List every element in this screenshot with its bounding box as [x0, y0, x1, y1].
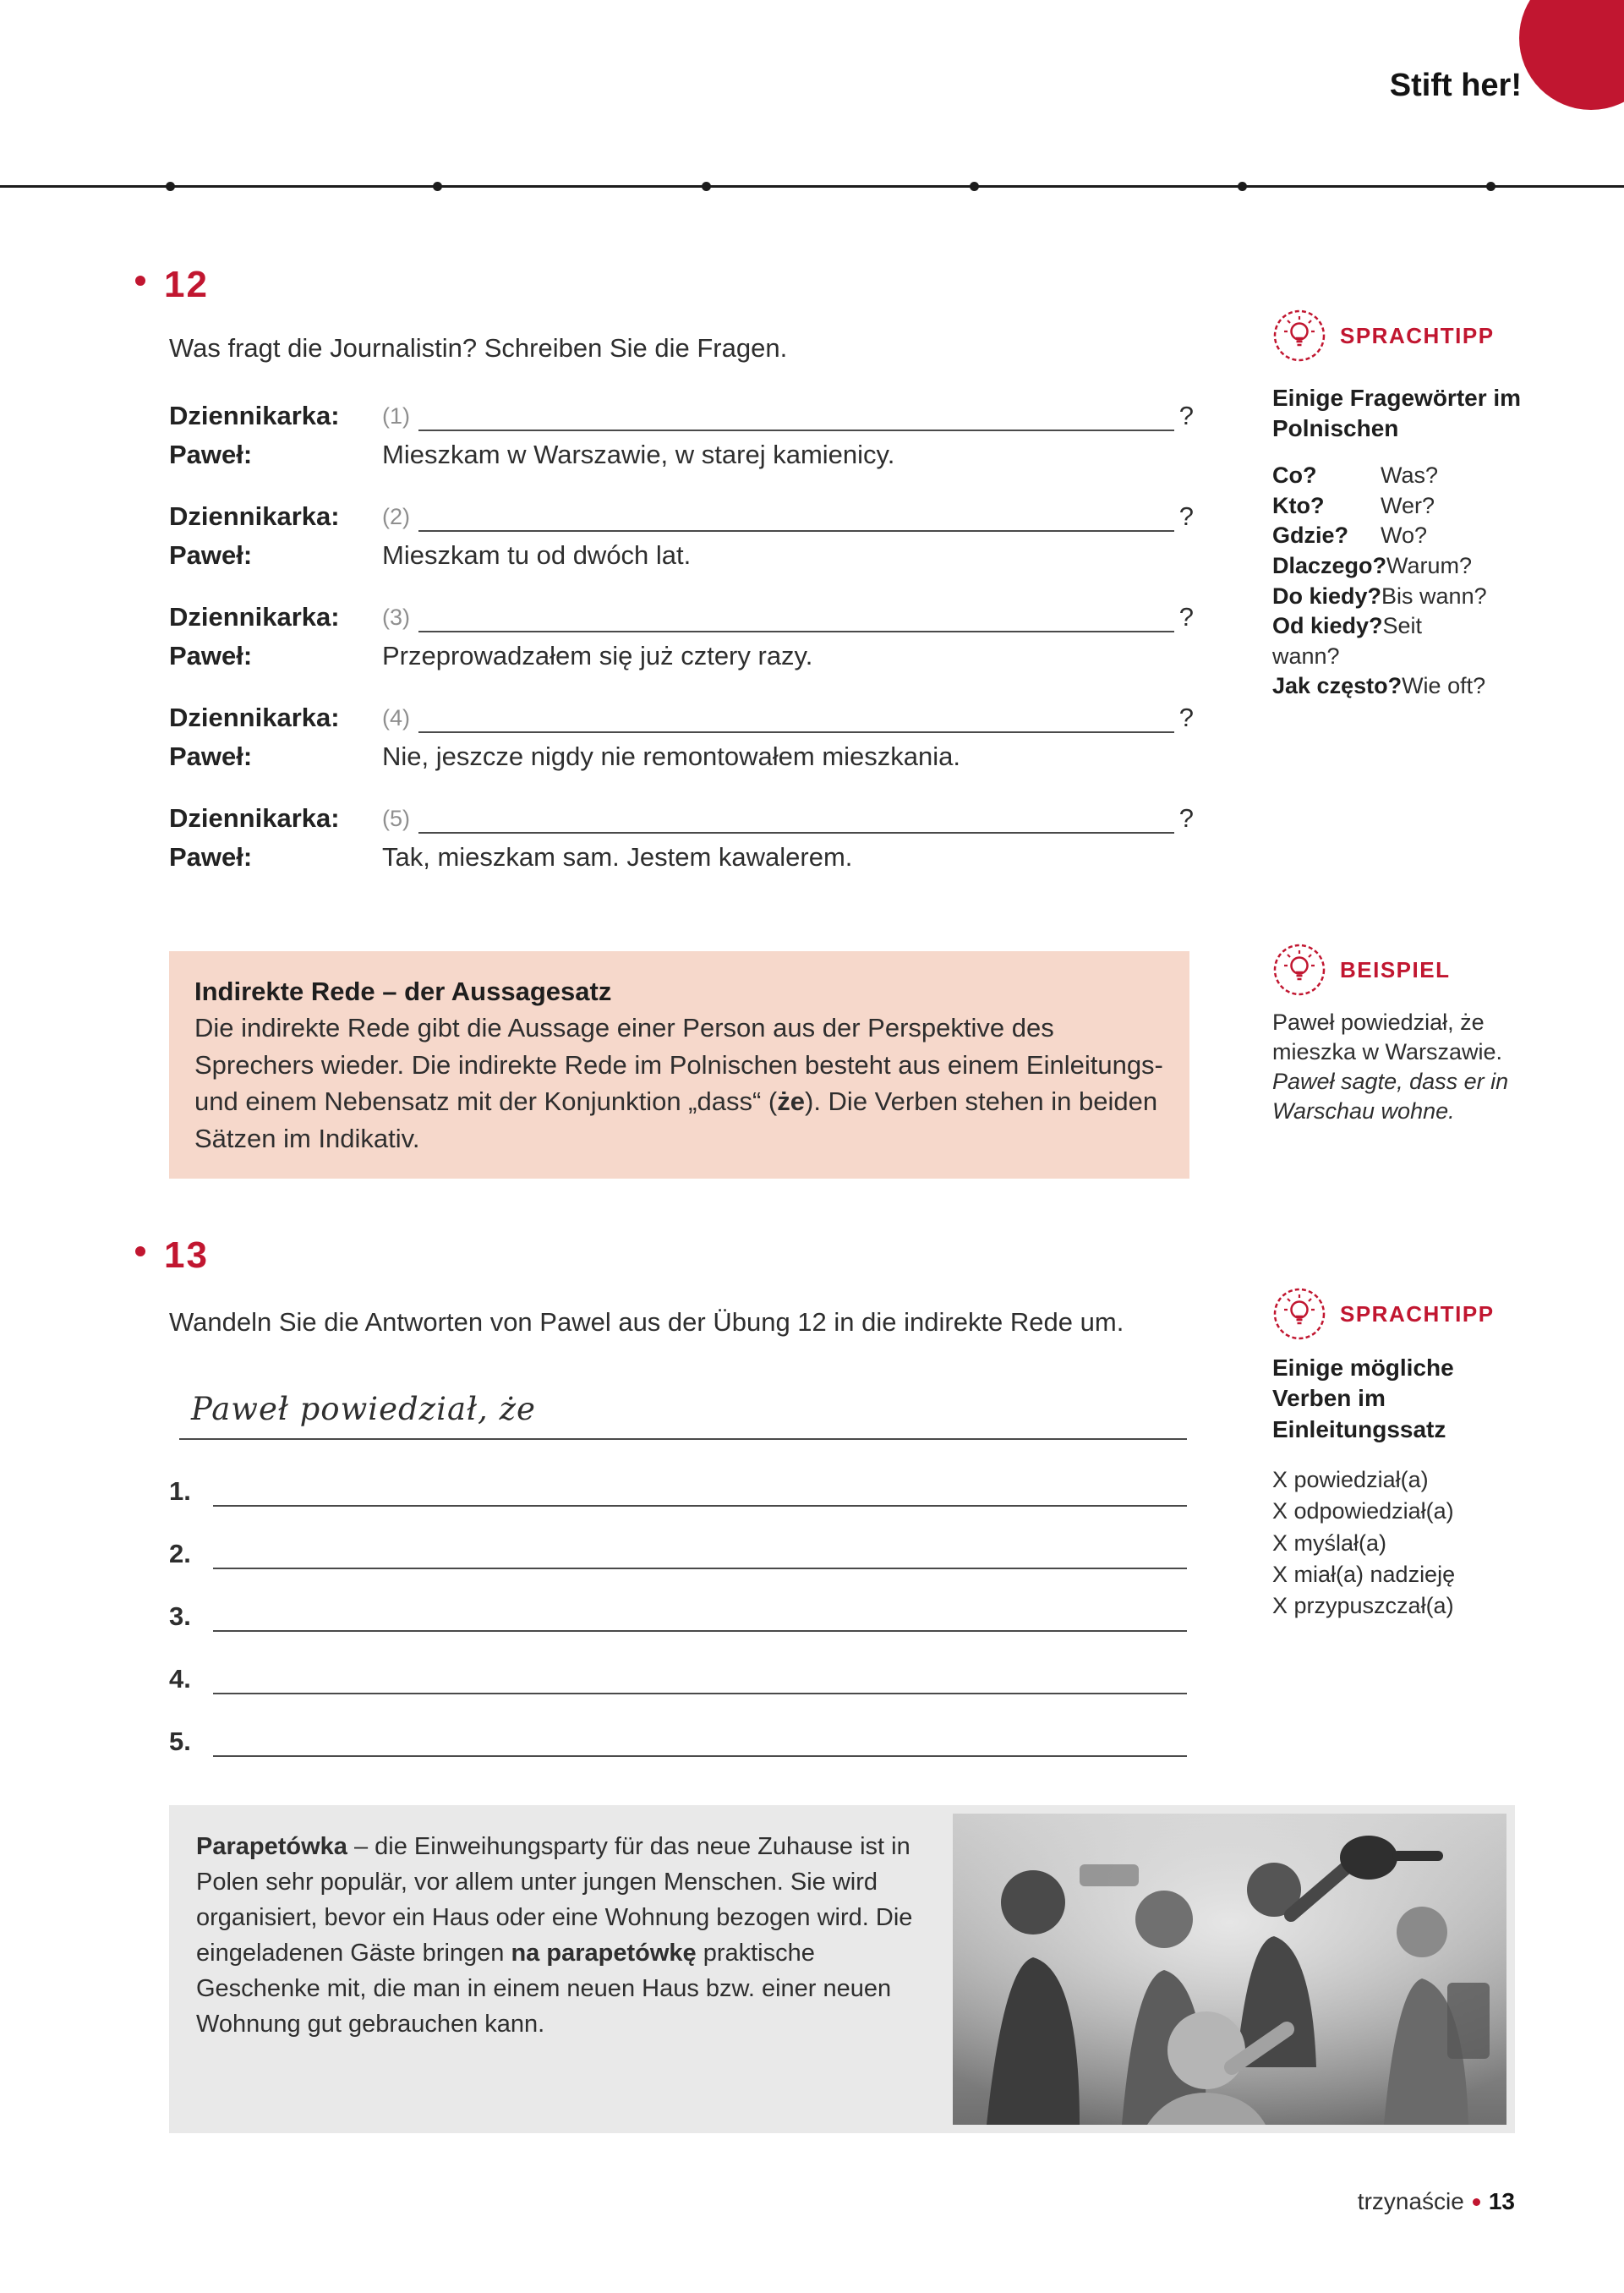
dialog-answer-row [169, 540, 1194, 571]
polish-word: Do kiedy? [1272, 583, 1382, 609]
dialog-answer-row [169, 641, 1194, 671]
corner-decoration-circle [1519, 0, 1624, 110]
exercise-bullet-icon [135, 1246, 145, 1256]
blank-number: 4. [169, 1664, 191, 1694]
speaker-label: Paweł: [169, 641, 253, 670]
verb-item: X myślał(a) [1272, 1530, 1387, 1556]
question-number: (1) [382, 403, 410, 429]
exercise-12-instruction: Was fragt die Journalistin? Schreiben Sie die Fragen. [169, 333, 788, 363]
speaker-label: Dziennikarka: [169, 602, 340, 632]
page-footer [1177, 2188, 1515, 2215]
german-word: Was? [1381, 462, 1439, 488]
dialog-question-row [169, 396, 1194, 431]
grammar-box-bold-word: że [777, 1086, 805, 1117]
verb-item: X przypuszczał(a) [1272, 1593, 1454, 1618]
beispiel-header [1272, 943, 1450, 997]
grammar-box-text: Die indirekte Rede gibt die Aussage einer Person aus der Perspektive des Sprechers wieder. Die indirekte Rede im Polnischen besteht aus einem Einleitungs- und einem Nebensatz mit der Konjunktion „dass“ ( [194, 1013, 1163, 1117]
beispiel-german-sentence: Paweł sagte, dass er in Warschau wohne. [1272, 1069, 1509, 1125]
german-word: Seit wann? [1272, 613, 1423, 669]
exercise-12-number: 12 [164, 264, 209, 305]
exercise-bullet-icon [135, 276, 145, 286]
question-word-row [1272, 491, 1490, 522]
numbered-blank-row [169, 1657, 1187, 1694]
sprachtipp-label: SPRACHTIPP [1340, 1300, 1495, 1327]
question-blank-line[interactable] [418, 803, 1174, 834]
answer-blank-line[interactable] [213, 1727, 1187, 1757]
question-blank-line[interactable] [418, 401, 1174, 431]
blank-number: 5. [169, 1727, 191, 1756]
page-header-title: Stift her! [1389, 68, 1522, 103]
beispiel-polish-sentence: Paweł powiedział, że mieszka w Warszawie. [1272, 1010, 1503, 1065]
beispiel-text [1272, 1008, 1511, 1126]
footer-page-number: 13 [1488, 2188, 1515, 2214]
question-blank-line[interactable] [418, 602, 1174, 632]
dialog-answer-text: Mieszkam w Warszawie, w starej kamienicy. [382, 440, 895, 469]
lightbulb-icon [1272, 943, 1326, 997]
question-word-row [1272, 521, 1490, 551]
question-number: (3) [382, 605, 410, 630]
polish-word: Gdzie? [1272, 523, 1349, 549]
dialog-answer-row [169, 742, 1194, 772]
question-word-row [1272, 671, 1490, 702]
answer-blank-line[interactable] [213, 1601, 1187, 1632]
exercise-13-number: 13 [164, 1234, 209, 1276]
question-mark: ? [1178, 501, 1194, 531]
info-bold-term: na parapetówkę [511, 1940, 697, 1967]
footer-dot-icon [1473, 2198, 1480, 2206]
exercise-12-dialog [169, 396, 1194, 899]
blank-number: 2. [169, 1539, 191, 1568]
question-mark: ? [1178, 401, 1194, 430]
numbered-blank-row [169, 1469, 1187, 1507]
handwritten-text: Paweł powiedział, że [191, 1391, 536, 1427]
dialog-answer-text: Nie, jeszcze nigdy nie remontowałem mieszkania. [382, 742, 961, 771]
divider-dot [166, 182, 175, 191]
question-blank-line[interactable] [418, 703, 1174, 733]
blank-number: 3. [169, 1601, 191, 1631]
polish-word: Od kiedy? [1272, 613, 1383, 639]
question-word-row [1272, 461, 1490, 491]
answer-blank-line[interactable] [213, 1539, 1187, 1569]
beispiel-label: BEISPIEL [1340, 956, 1451, 982]
question-word-row [1272, 611, 1490, 671]
sprachtipp-1-title: Einige Fragewörter im Polnischen [1272, 385, 1522, 442]
divider-dot [1486, 182, 1496, 191]
question-mark: ? [1178, 602, 1194, 632]
divider-dot [433, 182, 442, 191]
question-number: (2) [382, 504, 410, 529]
speaker-label: Dziennikarka: [169, 501, 340, 531]
header-divider [0, 185, 1624, 188]
answer-blank-line[interactable] [213, 1476, 1187, 1507]
polish-word: Dlaczego? [1272, 552, 1387, 578]
verb-item: X miał(a) nadzieję [1272, 1561, 1456, 1587]
info-bold-term: Parapetówka [196, 1833, 347, 1860]
verb-item: X powiedział(a) [1272, 1467, 1429, 1492]
exercise-13-blanks [169, 1469, 1187, 1782]
dialog-answer-row [169, 842, 1194, 873]
dialog-answer-text: Mieszkam tu od dwóch lat. [382, 540, 692, 570]
grammar-box-title: Indirekte Rede – der Aussagesatz [194, 977, 612, 1006]
culture-info-box [169, 1805, 1515, 2133]
handwritten-answer-row[interactable] [179, 1391, 1187, 1440]
question-words-table [1272, 461, 1490, 702]
grammar-info-box [169, 951, 1189, 1179]
speaker-label: Dziennikarka: [169, 703, 340, 732]
blank-number: 1. [169, 1476, 191, 1506]
dialog-answer-text: Tak, mieszkam sam. Jestem kawalerem. [382, 842, 853, 872]
sprachtipp-label: SPRACHTIPP [1340, 322, 1495, 348]
sprachtipp-2-header [1272, 1287, 1495, 1341]
exercise-13-instruction: Wandeln Sie die Antworten von Pawel aus der Übung 12 in die indirekte Rede um. [169, 1307, 1124, 1337]
divider-dot [1238, 182, 1247, 191]
grammar-box-text: ). Die Verben stehen in beiden Sätzen im Indikativ. [194, 1086, 1158, 1153]
info-text-segment: praktische Geschenke mit, die man in einem neuen Haus bzw. einer neuen Wohnung gut gebrauchen kann. [196, 1940, 892, 2039]
dialog-answer-row [169, 440, 1194, 470]
footer-page-word: trzynaście [1357, 2188, 1464, 2214]
numbered-blank-row [169, 1595, 1187, 1632]
sprachtipp-1-header [1272, 309, 1495, 363]
speaker-label: Paweł: [169, 440, 253, 469]
verb-list [1272, 1464, 1517, 1622]
question-mark: ? [1178, 803, 1194, 833]
question-word-row [1272, 551, 1490, 582]
info-text-segment: – die Einweihungsparty für das neue Zuhause ist in Polen sehr populär, vor allem unter jungen Menschen. Sie wird organisiert, bevor ein Haus oder eine Wohnung bezogen wird. Die eingeladenen Gäste bringen [196, 1833, 913, 1967]
question-blank-line[interactable] [418, 501, 1174, 532]
german-word: Wer? [1381, 492, 1435, 518]
dialog-question-row [169, 798, 1194, 834]
party-photo [953, 1814, 1506, 2125]
speaker-label: Dziennikarka: [169, 401, 340, 430]
polish-word: Co? [1272, 462, 1317, 488]
grammar-box-body [194, 1010, 1164, 1157]
question-number: (5) [382, 806, 410, 831]
numbered-blank-row [169, 1720, 1187, 1757]
speaker-label: Paweł: [169, 540, 253, 570]
divider-dot [702, 182, 711, 191]
answer-blank-line[interactable] [213, 1664, 1187, 1694]
polish-word: Jak często? [1272, 673, 1403, 699]
dialog-question-row [169, 597, 1194, 632]
german-word: Wo? [1381, 523, 1428, 549]
speaker-label: Paweł: [169, 742, 253, 771]
dialog-question-row [169, 698, 1194, 733]
german-word: Warum? [1386, 552, 1473, 578]
lightbulb-icon [1272, 309, 1326, 363]
polish-word: Kto? [1272, 492, 1325, 518]
sprachtipp-2-title: Einige mögliche Verben im Einleitungssatz [1272, 1354, 1454, 1442]
verb-item: X odpowiedział(a) [1272, 1498, 1454, 1524]
german-word: Bis wann? [1381, 583, 1487, 609]
lightbulb-icon [1272, 1287, 1326, 1341]
info-box-text [196, 1829, 944, 2042]
german-word: Wie oft? [1402, 673, 1486, 699]
question-number: (4) [382, 705, 410, 731]
question-mark: ? [1178, 703, 1194, 732]
dialog-answer-text: Przeprowadzałem się już cztery razy. [382, 641, 813, 670]
speaker-label: Paweł: [169, 842, 253, 872]
speaker-label: Dziennikarka: [169, 803, 340, 833]
dialog-question-row [169, 496, 1194, 532]
numbered-blank-row [169, 1532, 1187, 1569]
divider-dot [970, 182, 979, 191]
question-word-row [1272, 582, 1490, 612]
